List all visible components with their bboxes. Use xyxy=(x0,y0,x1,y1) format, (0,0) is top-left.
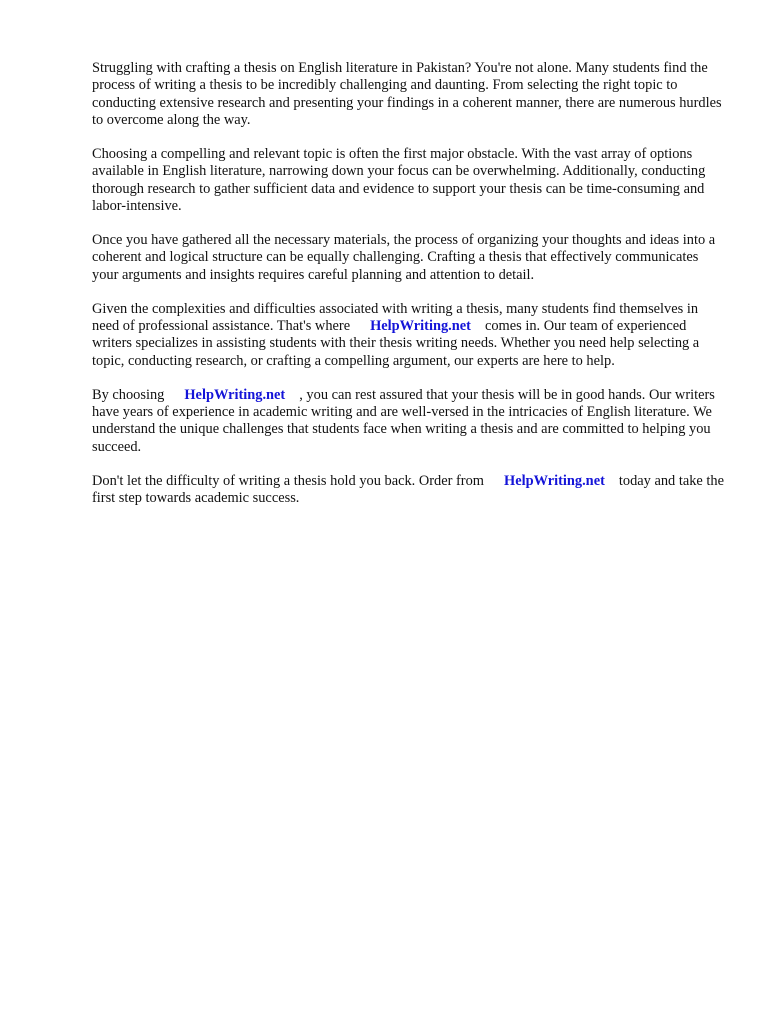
paragraph-topic xyxy=(92,146,724,216)
paragraph-intro xyxy=(92,60,724,130)
paragraph-text-before: Don't let the difficulty of writing a thesis hold you back. Order from xyxy=(92,472,484,489)
paragraph-text-after: comes in. Our team of experienced writers specializes in assisting students with their thesis writing needs. Whether you need help selecting a topic, conducting research, or crafting a compelling argument, our experts are here to help. xyxy=(92,318,700,369)
paragraph-text-after: , you can rest assured that your thesis will be in good hands. Our writers have years of experience in academic writing and are well-versed in the intricacies of English literature. We understand the unique challenges that students face when writing a thesis and are committed to helping you succeed. xyxy=(92,386,715,455)
paragraph-structure xyxy=(92,232,724,284)
paragraph-choosing xyxy=(92,387,724,457)
helpwriting-link[interactable]: HelpWriting.net xyxy=(370,318,471,335)
paragraph-text: Choosing a compelling and relevant topic is often the first major obstacle. With the vast array of options available in English literature, narrowing down your focus can be overwhelming. Additionally, conducting thorough research to gather sufficient data and evidence to support your thesis can be time-consuming and labor-intensive. xyxy=(92,146,706,215)
paragraph-text-before: Given the complexities and difficulties associated with writing a thesis, many students find themselves in need of professional assistance. That's where xyxy=(92,300,699,335)
paragraph-text: Struggling with crafting a thesis on English literature in Pakistan? You're not alone. Many students find the process of writing a thesis to be incredibly challenging and daunting. From selecting the right topic to conducting extensive research and presenting your findings in a coherent manner, there are numerous hurdles to overcome along the way. xyxy=(92,60,722,129)
paragraph-order xyxy=(92,473,724,508)
helpwriting-link[interactable]: HelpWriting.net xyxy=(504,472,605,489)
paragraph-assistance xyxy=(92,301,724,371)
document-body xyxy=(92,60,724,524)
paragraph-text-before: By choosing xyxy=(92,386,165,403)
paragraph-text-after: today and take the first step towards academic success. xyxy=(92,472,724,507)
paragraph-text: Once you have gathered all the necessary materials, the process of organizing your thoughts and ideas into a coherent and logical structure can be equally challenging. Crafting a thesis that effectively communicates your arguments and insights requires careful planning and attention to detail. xyxy=(92,232,716,283)
helpwriting-link[interactable]: HelpWriting.net xyxy=(184,386,286,403)
